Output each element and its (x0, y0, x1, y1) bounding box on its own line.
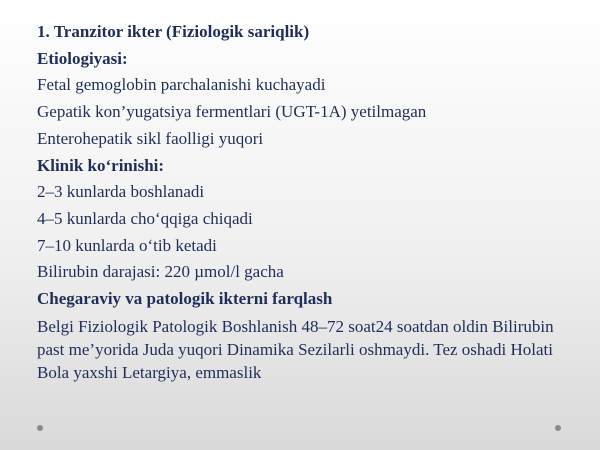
clinical-item: 4–5 kunlarda cho‘qqiga chiqadi (37, 208, 253, 228)
etiology-item: Gepatik kon’yugatsiya fermentlari (UGT-1A) yetilmagan (37, 102, 427, 122)
etiology-item: Enterohepatik sikl faolligi yuqori (37, 128, 264, 148)
clinical-item: 7–10 kunlarda o‘tib ketadi (37, 235, 217, 255)
etiology-heading: Etiologiyasi: (37, 48, 128, 68)
clinical-item: 2–3 kunlarda boshlanadi (37, 182, 205, 202)
slide-bullet-right-icon (555, 425, 561, 431)
diff-text: Belgi Fiziologik Patologik Boshlanish 48–72 soat24 soatdan oldin Bilirubin past me’yorida Juda yuqori Dinamika Sezilarli oshmaydi. Tez oshadi Holati Bola yaxshi Letargiya, emmaslik (37, 316, 554, 382)
clinical-heading: Klinik ko‘rinishi: (37, 155, 165, 175)
diff-heading: Chegaraviy va patologik ikterni farqlash (37, 289, 333, 309)
slide-bullet-left-icon (37, 425, 43, 431)
etiology-item: Fetal gemoglobin parchalanishi kuchayadi (37, 75, 326, 95)
slide-title: 1. Tranzitor ikter (Fiziologik sariqlik) (37, 22, 310, 41)
clinical-item: Bilirubin darajasi: 220 µmol/l gacha (37, 262, 284, 282)
slide-content (37, 19, 577, 384)
